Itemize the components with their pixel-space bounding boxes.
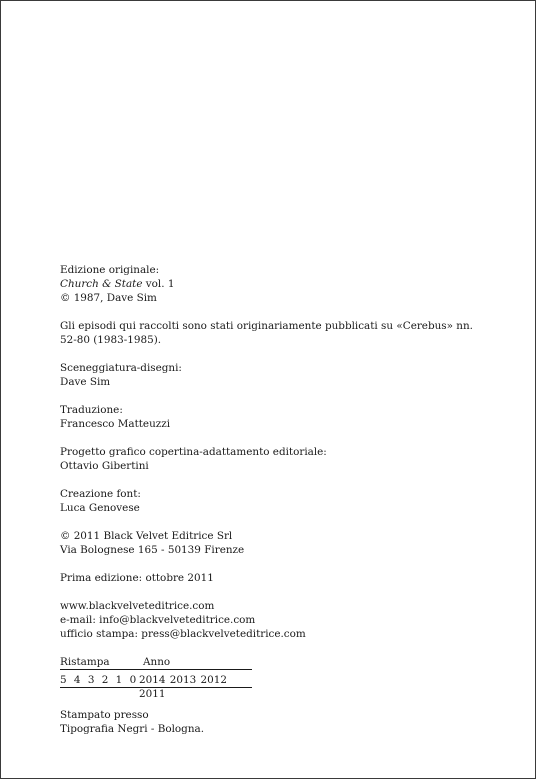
publisher-block [60,529,490,557]
press-email-link[interactable]: ufficio stampa: press@blackvelveteditrice.com [60,628,306,640]
credit-font [60,487,490,515]
original-edition-copyright: © 1987, Dave Sim [60,292,157,304]
publisher-address: Via Bolognese 165 - 50139 Firenze [60,544,245,556]
printing-table [60,655,252,700]
credit-role: Traduzione: [60,404,123,416]
reprint-header: Ristampa [60,656,110,668]
original-edition-volume: vol. 1 [142,278,175,290]
episodes-note-block [60,319,490,347]
credit-role: Progetto grafico copertina-adattamento editoriale: [60,446,327,458]
printer-name: Tipografia Negri - Bologna. [60,723,205,735]
original-edition-label: Edizione originale: [60,264,160,276]
printer-block [60,708,490,736]
original-edition-title-line [60,277,490,291]
email-link[interactable]: e-mail: info@blackvelveteditrice.com [60,614,256,626]
episodes-note: Gli episodi qui raccolti sono stati originariamente pubblicati su «Cerebus» nn. 52-80 (1983-1985). [60,320,473,346]
credit-name: Luca Genovese [60,502,140,514]
publisher-copyright: © 2011 Black Velvet Editrice Srl [60,530,233,542]
credit-name: Ottavio Gibertini [60,460,149,472]
year-numbers: 2014 2013 2012 2011 [139,674,227,700]
credit-name: Dave Sim [60,376,111,388]
printing-table-row [60,673,252,700]
credit-name: Francesco Matteuzzi [60,418,171,430]
credit-role: Creazione font: [60,488,141,500]
printer-label: Stampato presso [60,709,149,721]
website-link[interactable]: www.blackvelveteditrice.com [60,600,215,612]
first-edition: Prima edizione: ottobre 2011 [60,572,214,584]
reprint-numbers: 5 4 3 2 1 0 [60,674,137,686]
original-edition-title: Church & State [60,278,143,290]
credit-graphic-design [60,445,490,473]
printing-table-header [60,655,252,670]
colophon-content [60,263,490,750]
year-header: Anno [143,656,171,668]
credit-role: Sceneggiatura-disegni: [60,362,182,374]
original-edition-block [60,263,490,305]
first-edition-block [60,571,490,585]
contacts-block [60,599,490,641]
credit-writer-art [60,361,490,389]
credit-translation [60,403,490,431]
